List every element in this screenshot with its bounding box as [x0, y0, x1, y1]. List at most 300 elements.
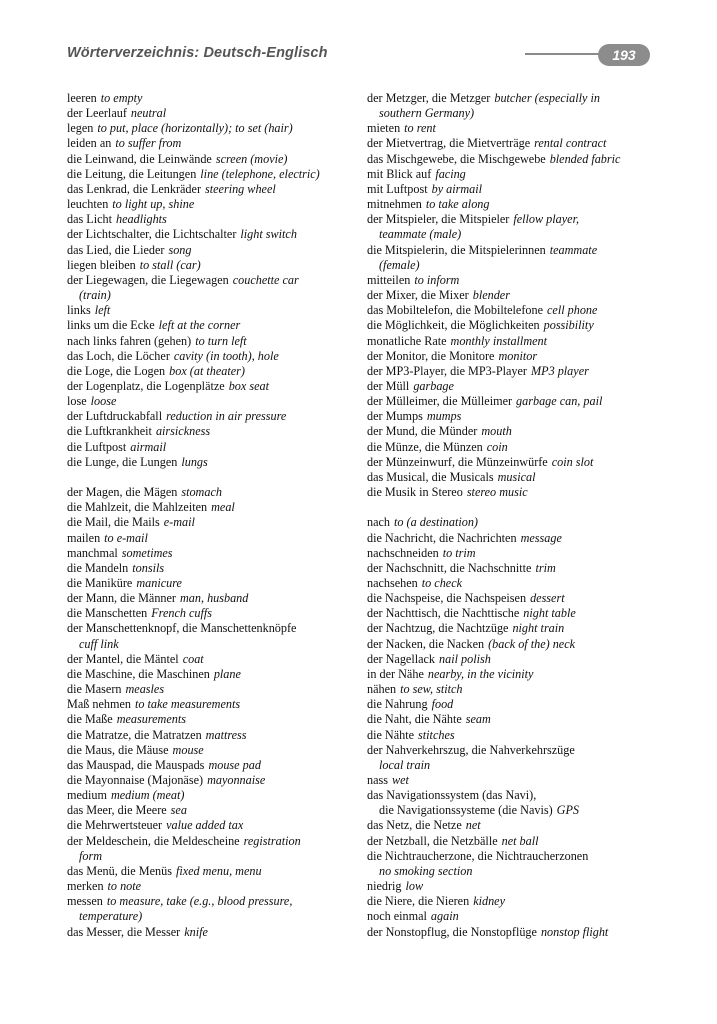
glossary-entry [67, 91, 357, 106]
german-term: die Nichtraucherzone, die Nichtraucherzonen [367, 848, 589, 863]
english-translation: airmail [130, 439, 167, 454]
english-translation: kidney [473, 894, 506, 909]
glossary-column-left [67, 91, 357, 940]
glossary-entry [367, 515, 657, 530]
german-term: das Lenkrad, die Lenkräder [67, 181, 201, 196]
english-translation: net [465, 818, 481, 833]
glossary-entry [367, 652, 657, 667]
glossary-entry [367, 349, 657, 364]
glossary-column-right [367, 91, 657, 940]
english-translation: blended fabric [549, 151, 621, 166]
glossary-entry [67, 409, 357, 424]
english-translation: meal [211, 500, 235, 515]
german-term: die Maße [67, 712, 113, 727]
glossary-entry [367, 834, 657, 849]
english-translation: food [431, 697, 454, 712]
glossary-entry [367, 591, 657, 606]
german-term: der Müll [367, 378, 410, 393]
german-term: die Navigationssysteme (die Navis) [379, 803, 553, 818]
glossary-entry [367, 136, 657, 151]
glossary-entry [67, 758, 357, 773]
german-term: der Nachttisch, die Nachttische [367, 606, 520, 621]
glossary-entry [67, 894, 357, 909]
german-term: Maß nehmen [67, 697, 131, 712]
glossary-entry [367, 606, 657, 621]
german-term: nachsehen [367, 575, 418, 590]
german-term: der Mietvertrag, die Mietverträge [367, 136, 531, 151]
english-translation: airsickness [155, 424, 211, 439]
glossary-entry [67, 182, 357, 197]
header-rule [525, 53, 605, 55]
english-translation: box (at theater) [169, 363, 245, 378]
glossary-entry [67, 394, 357, 409]
glossary-entry [67, 258, 357, 273]
english-translation: message [520, 530, 562, 545]
english-translation: sea [170, 803, 187, 818]
english-translation: local train [379, 757, 431, 772]
entry-continuation [67, 849, 357, 864]
glossary-entry [67, 349, 357, 364]
english-translation: screen (movie) [215, 151, 288, 166]
entry-continuation [67, 637, 357, 652]
english-translation: teammate [549, 242, 598, 257]
german-term: die Nachricht, die Nachrichten [367, 530, 517, 545]
entry-continuation [367, 227, 657, 242]
german-term: die Mail, die Mails [67, 515, 160, 530]
glossary-entry [367, 561, 657, 576]
english-translation: mouth [481, 424, 512, 439]
english-translation: steering wheel [205, 181, 276, 196]
english-translation: to e-mail [104, 530, 148, 545]
english-translation: coin [486, 439, 508, 454]
german-term: der Luftdruckabfall [67, 409, 163, 424]
glossary-entry [367, 409, 657, 424]
english-translation: sometimes [121, 545, 173, 560]
english-translation: to note [107, 879, 142, 894]
english-translation: line (telephone, electric) [200, 166, 320, 181]
glossary-entry [367, 712, 657, 727]
glossary-entry [367, 925, 657, 940]
glossary-entry [367, 621, 657, 636]
glossary-entry [367, 682, 657, 697]
german-term: das Mobiltelefon, die Mobiltelefone [367, 303, 543, 318]
english-translation: to take measurements [134, 697, 241, 712]
page-number-badge: 193 [598, 44, 650, 66]
english-translation: to (a destination) [394, 515, 478, 530]
english-translation: plane [213, 666, 241, 681]
german-term: niedrig [367, 879, 402, 894]
english-translation: coin slot [551, 454, 594, 469]
german-term: die Luftkrankheit [67, 424, 152, 439]
glossary-entry [67, 334, 357, 349]
german-term: leeren [67, 91, 97, 105]
english-translation: to trim [442, 545, 476, 560]
glossary-entry [367, 637, 657, 652]
english-translation: mouse [172, 742, 204, 757]
english-translation: to check [421, 575, 463, 590]
german-term: mieten [367, 121, 401, 136]
german-term: das Loch, die Löcher [67, 348, 170, 363]
english-translation: to rent [404, 121, 436, 136]
english-translation: to light up, shine [112, 197, 195, 212]
english-translation: to inform [414, 272, 460, 287]
german-term: der Nagellack [367, 651, 436, 666]
english-translation: to suffer from [115, 136, 182, 151]
english-translation: mumps [426, 409, 462, 424]
german-term: mailen [67, 530, 101, 545]
glossary-entry [67, 697, 357, 712]
german-term: manchmal [67, 545, 118, 560]
german-term: die Mitspielerin, die Mitspielerinnen [367, 242, 546, 257]
glossary-entry [367, 167, 657, 182]
glossary-entry [67, 167, 357, 182]
german-term: der Netzball, die Netzbälle [367, 833, 498, 848]
glossary-entry [67, 121, 357, 136]
english-translation: garbage [413, 378, 454, 393]
glossary-entry [67, 379, 357, 394]
german-term: die Matratze, die Matratzen [67, 727, 202, 742]
german-term: die Mehrwertsteuer [67, 818, 163, 833]
german-term: nass [367, 773, 388, 788]
glossary-entry [367, 531, 657, 546]
german-term: links [67, 303, 91, 318]
page-header-title: Wörterverzeichnis: Deutsch-Englisch [67, 45, 328, 61]
german-term: das Mischgewebe, die Mischgewebe [367, 151, 546, 166]
english-translation: cuff link [79, 636, 119, 651]
english-translation: MP3 player [530, 363, 589, 378]
entry-continuation [367, 106, 657, 121]
german-term: leiden an [67, 136, 112, 151]
german-term: das Meer, die Meere [67, 803, 167, 818]
german-term: nach [367, 515, 391, 530]
glossary-entry [367, 667, 657, 682]
glossary-entry [367, 818, 657, 833]
german-term: die Masern [67, 682, 122, 697]
glossary-entry [367, 182, 657, 197]
german-term: der Mund, die Münder [367, 424, 478, 439]
glossary-entry [367, 197, 657, 212]
english-translation: fixed menu, menu [175, 863, 262, 878]
german-term: mit Blick auf [367, 166, 432, 181]
german-term: das Menü, die Menüs [67, 863, 172, 878]
german-term: links um die Ecke [67, 318, 155, 333]
glossary-entry [67, 728, 357, 743]
glossary-entry [67, 667, 357, 682]
german-term: der Nachtzug, die Nachtzüge [367, 621, 509, 636]
glossary-entry [367, 470, 657, 485]
english-translation: night table [523, 606, 576, 621]
german-term: der Münzeinwurf, die Münzeinwürfe [367, 454, 548, 469]
english-translation: to stall (car) [139, 257, 201, 272]
english-translation: nonstop flight [540, 924, 609, 939]
german-term: das Musical, die Musicals [367, 469, 494, 484]
german-term: die Naht, die Nähte [367, 712, 462, 727]
glossary-entry [67, 682, 357, 697]
english-translation: French cuffs [151, 606, 213, 621]
german-term: noch einmal [367, 909, 427, 924]
glossary-entry [67, 788, 357, 803]
glossary-entry [67, 621, 357, 636]
german-term: die Nahrung [367, 697, 428, 712]
glossary-entry [67, 197, 357, 212]
english-translation: medium (meat) [110, 788, 185, 803]
english-translation: e-mail [163, 515, 195, 530]
german-term: der Magen, die Mägen [67, 485, 178, 500]
glossary-entry [67, 303, 357, 318]
german-term: medium [67, 788, 107, 803]
german-term: messen [67, 894, 103, 909]
glossary-entry [367, 91, 657, 106]
glossary-entry [367, 576, 657, 591]
english-translation: registration [243, 833, 301, 848]
glossary-entry [67, 106, 357, 121]
german-term: der Nonstopflug, die Nonstopflüge [367, 924, 537, 939]
glossary-entry [367, 273, 657, 288]
english-translation: mayonnaise [207, 773, 266, 788]
glossary-entry [367, 728, 657, 743]
glossary-entry [367, 379, 657, 394]
english-translation: stomach [181, 485, 222, 500]
german-term: die Musik in Stereo [367, 485, 463, 500]
glossary-entry [367, 318, 657, 333]
glossary-entry [67, 531, 357, 546]
glossary-entry [367, 546, 657, 561]
glossary-entry [367, 485, 657, 500]
german-term: das Mauspad, die Mauspads [67, 757, 205, 772]
german-term: lose [67, 394, 87, 409]
english-translation: wet [392, 773, 409, 788]
english-translation: light switch [240, 227, 297, 242]
english-translation: (female) [379, 257, 420, 272]
english-translation: to take along [425, 197, 490, 212]
german-term: in der Nähe [367, 666, 424, 681]
glossary-entry [367, 364, 657, 379]
german-term: die Münze, die Münzen [367, 439, 483, 454]
english-translation: dessert [530, 591, 565, 606]
german-term: mitteilen [367, 272, 411, 287]
glossary-entry [367, 303, 657, 318]
german-term: das Netz, die Netze [367, 818, 462, 833]
english-translation: monthly installment [450, 333, 548, 348]
entry-continuation [67, 288, 357, 303]
english-translation: butcher (especially in [494, 91, 600, 105]
english-translation: temperature) [79, 909, 143, 924]
english-translation: (back of the) neck [488, 636, 576, 651]
german-term: der Meldeschein, die Meldescheine [67, 833, 240, 848]
glossary-entry [367, 909, 657, 924]
german-term: nach links fahren (gehen) [67, 333, 192, 348]
german-term: der Mumps [367, 409, 423, 424]
english-translation: left [94, 303, 111, 318]
glossary-entry [67, 227, 357, 242]
glossary-entry [367, 334, 657, 349]
glossary-entry [67, 591, 357, 606]
german-term: der Mann, die Männer [67, 591, 176, 606]
entry-continuation [367, 803, 657, 818]
glossary-entry [67, 318, 357, 333]
german-term: die Möglichkeit, die Möglichkeiten [367, 318, 540, 333]
glossary-entry [67, 576, 357, 591]
glossary-entry [67, 773, 357, 788]
english-translation: value added tax [166, 818, 244, 833]
english-translation: cell phone [547, 303, 598, 318]
german-term: die Mayonnaise (Majonäse) [67, 773, 204, 788]
glossary-entry [67, 652, 357, 667]
german-term: die Leinwand, die Leinwände [67, 151, 212, 166]
german-term: legen [67, 121, 94, 136]
glossary-entry [67, 500, 357, 515]
german-term: der Manschettenknopf, die Manschettenknöpfe [67, 621, 297, 636]
german-term: mitnehmen [367, 197, 422, 212]
english-translation: man, husband [179, 591, 249, 606]
german-term: die Loge, die Logen [67, 363, 166, 378]
german-term: monatliche Rate [367, 333, 447, 348]
german-term: die Luftpost [67, 439, 127, 454]
german-term: der Leerlauf [67, 106, 127, 121]
english-translation: trim [535, 560, 556, 575]
glossary-entry [367, 697, 657, 712]
english-translation: possibility [543, 318, 594, 333]
english-translation: song [168, 242, 192, 257]
german-term: der Liegewagen, die Liegewagen [67, 272, 229, 287]
german-term: der Lichtschalter, die Lichtschalter [67, 227, 237, 242]
german-term: die Maniküre [67, 575, 133, 590]
glossary-entry [67, 243, 357, 258]
german-term: die Manschetten [67, 606, 148, 621]
english-translation: southern Germany) [379, 106, 475, 121]
glossary-entry [367, 288, 657, 303]
german-term: die Niere, die Nieren [367, 894, 470, 909]
english-translation: to measure, take (e.g., blood pressure, [106, 894, 293, 909]
english-translation: reduction in air pressure [166, 409, 287, 424]
glossary-entry [67, 485, 357, 500]
english-translation: rental contract [534, 136, 607, 151]
german-term: das Messer, die Messer [67, 924, 181, 939]
glossary-entry [367, 894, 657, 909]
german-term: merken [67, 879, 104, 894]
entry-continuation [367, 864, 657, 879]
german-term: mit Luftpost [367, 181, 428, 196]
english-translation: garbage can, pail [516, 394, 603, 409]
english-translation: cavity (in tooth), hole [173, 348, 279, 363]
german-term: der Monitor, die Monitore [367, 348, 495, 363]
english-translation: measles [125, 682, 165, 697]
glossary-entry [67, 712, 357, 727]
english-translation: measurements [116, 712, 186, 727]
glossary-entry [67, 561, 357, 576]
german-term: liegen bleiben [67, 257, 136, 272]
english-translation: nearby, in the vicinity [427, 666, 534, 681]
glossary-entry [367, 849, 657, 864]
english-translation: facing [435, 166, 466, 181]
german-term: die Lunge, die Lungen [67, 454, 178, 469]
glossary-entry [67, 803, 357, 818]
glossary-entry [67, 424, 357, 439]
english-translation: net ball [501, 833, 539, 848]
section-gap [67, 470, 357, 485]
glossary-entry [67, 152, 357, 167]
glossary-entry [67, 864, 357, 879]
glossary-entry [67, 834, 357, 849]
german-term: der MP3-Player, die MP3-Player [367, 363, 527, 378]
english-translation: blender [472, 288, 510, 303]
glossary-entry [367, 788, 657, 803]
entry-continuation [367, 258, 657, 273]
english-translation: night train [512, 621, 565, 636]
english-translation: nail polish [439, 651, 491, 666]
german-term: leuchten [67, 197, 109, 212]
english-translation: mattress [205, 727, 247, 742]
glossary-entry [367, 455, 657, 470]
german-term: der Nachschnitt, die Nachschnitte [367, 560, 532, 575]
glossary-entry [67, 606, 357, 621]
glossary-entry [67, 743, 357, 758]
english-translation: left at the corner [158, 318, 241, 333]
glossary-entry [367, 773, 657, 788]
german-term: der Mixer, die Mixer [367, 288, 469, 303]
german-term: das Lied, die Lieder [67, 242, 165, 257]
glossary-entry [367, 121, 657, 136]
english-translation: GPS [556, 803, 579, 818]
german-term: das Licht [67, 212, 113, 227]
german-term: der Mitspieler, die Mitspieler [367, 212, 510, 227]
english-translation: no smoking section [379, 863, 473, 878]
english-translation: stitches [418, 727, 455, 742]
english-translation: monitor [498, 348, 538, 363]
german-term: nachschneiden [367, 545, 439, 560]
glossary-entry [367, 743, 657, 758]
english-translation: by airmail [431, 181, 483, 196]
english-translation: form [79, 848, 103, 863]
glossary-entry [67, 515, 357, 530]
glossary-entry [67, 136, 357, 151]
english-translation: fellow player, [513, 212, 580, 227]
glossary-entry [67, 364, 357, 379]
english-translation: tonsils [132, 560, 165, 575]
english-translation: box seat [228, 378, 269, 393]
english-translation: loose [90, 394, 117, 409]
section-gap [367, 500, 657, 515]
glossary-entry [367, 440, 657, 455]
german-term: die Maus, die Mäuse [67, 742, 169, 757]
glossary-entry [367, 243, 657, 258]
english-translation: headlights [116, 212, 167, 227]
german-term: der Logenplatz, die Logenplätze [67, 378, 225, 393]
glossary-entry [67, 212, 357, 227]
english-translation: stereo music [466, 485, 528, 500]
german-term: der Nacken, die Nacken [367, 636, 485, 651]
english-translation: to empty [100, 91, 143, 105]
english-translation: to put, place (horizontally); to set (hair) [97, 121, 293, 136]
german-term: die Maschine, die Maschinen [67, 666, 210, 681]
glossary-entry [67, 879, 357, 894]
english-translation: to sew, stitch [400, 682, 463, 697]
entry-continuation [67, 909, 357, 924]
english-translation: seam [465, 712, 491, 727]
english-translation: to turn left [195, 333, 247, 348]
german-term: der Metzger, die Metzger [367, 91, 491, 105]
english-translation: musical [497, 469, 536, 484]
glossary-entry [67, 273, 357, 288]
glossary-entry [367, 879, 657, 894]
english-translation: teammate (male) [379, 227, 462, 242]
german-term: die Nachspeise, die Nachspeisen [367, 591, 527, 606]
german-term: der Nahverkehrszug, die Nahverkehrszüge [367, 742, 575, 757]
english-translation: (train) [79, 288, 111, 303]
english-translation: couchette car [232, 272, 299, 287]
english-translation: mouse pad [208, 757, 261, 772]
german-term: das Navigationssystem (das Navi), [367, 788, 537, 803]
